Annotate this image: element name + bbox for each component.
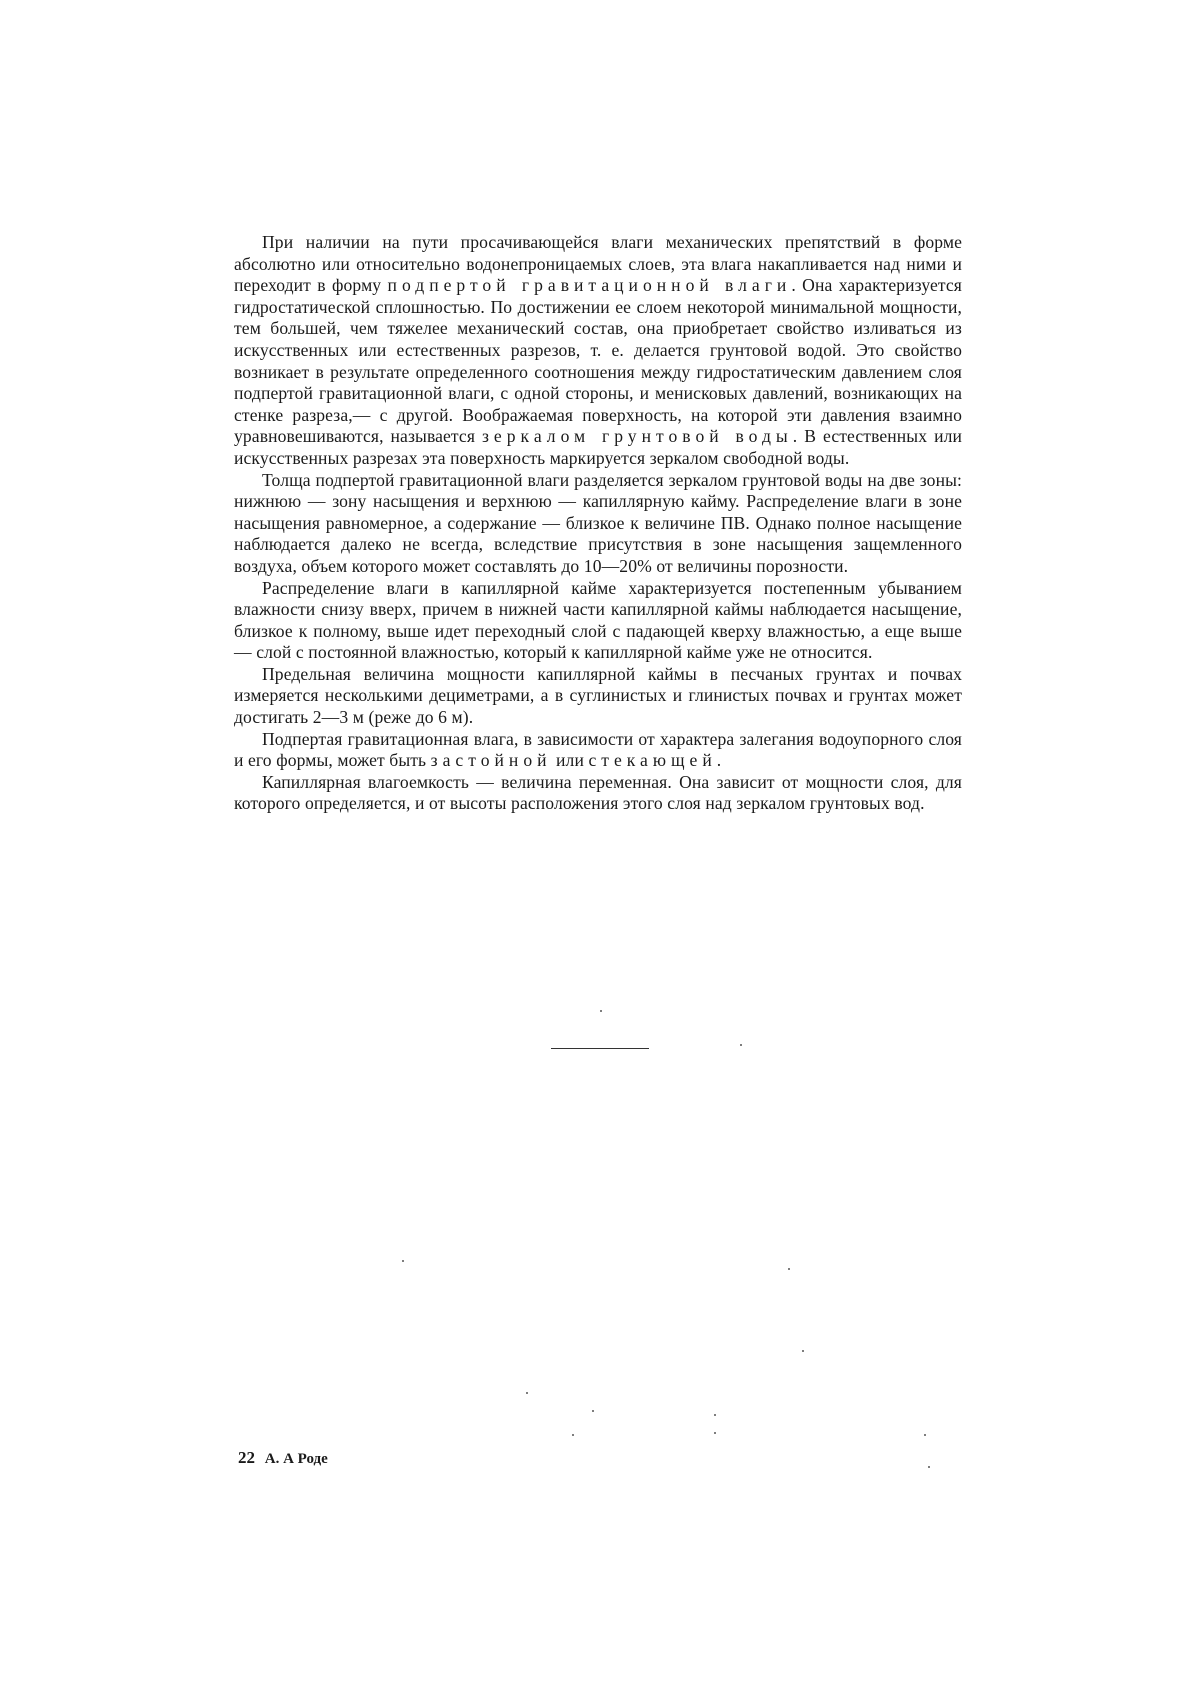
body-text — [234, 232, 962, 815]
scan-speck — [592, 1410, 594, 1412]
scan-speck — [526, 1392, 528, 1394]
scan-speck — [928, 1466, 930, 1468]
emphasized-term: застойной — [430, 750, 552, 771]
paragraph: Толща подпертой гравитационной влаги разделяется зеркалом грунтовой воды на две зоны: нижнюю — зону насыщения и верхнюю — капиллярную кайму. Распределение влаги в зоне насыщения равномерное, а содержание — близкое к величине ПВ. Однако полное насыщение наблюдается далеко не всегда, вследствие присутствия в зоне насыщения защемленного воздуха, объем которого может составлять до 10—20% от величины порозности. — [234, 469, 962, 576]
scan-speck — [740, 1044, 742, 1046]
scan-speck — [600, 1010, 602, 1012]
author-signature: А. А Роде — [264, 1451, 328, 1467]
paragraph: Капиллярная влагоемкость — величина переменная. Она зависит от мощности слоя, для которого определяется, и от высоты расположения этого слоя над зеркалом грунтовых вод. — [234, 771, 962, 814]
section-divider — [551, 1048, 649, 1049]
scan-speck — [714, 1414, 716, 1416]
paragraph: При наличии на пути просачивающейся влаги механических препятствий в форме абсолютно или относительно водонепроницаемых слоев, эта влага накапливается над ними и переходит в форму подпертой гравитационной влаги. Она характеризуется гидростатической сплошностью. По достижении ее слоем некоторой минимальной мощности, тем большей, чем тяжелее механический состав, она приобретает свойство изливаться из искусственных или естественных разрезов, т. е. делается грунтовой водой. Это свойство возникает в результате определенного соотношения между гидростатическим давлением слоя подпертой гравитационной влаги, с одной стороны, и менисковых давлений, возникающих на стенке разреза,— с другой. Воображаемая поверхность, на которой эти давления взаимно уравновешиваются, называется зеркалом грунтовой воды. В естественных или искусственных разрезах эта поверхность маркируется зеркалом свободной воды. — [234, 232, 962, 468]
page-number: 22 — [238, 1448, 255, 1467]
paragraph: Подпертая гравитационная влага, в зависимости от характера залегания водоупорного слоя и его формы, может быть застойной или стекающей. — [234, 728, 962, 771]
paragraph: Предельная величина мощности капиллярной каймы в песчаных грунтах и почвах измеряется несколькими дециметрами, а в суглинистых и глинистых почвах и грунтах может достигать 2—3 м (реже до 6 м). — [234, 663, 962, 728]
scan-speck — [572, 1434, 574, 1436]
scan-speck — [802, 1350, 804, 1352]
scan-speck — [924, 1434, 926, 1436]
scan-speck — [714, 1432, 716, 1434]
emphasized-term: подпертой гравитационной влаги — [387, 275, 792, 296]
emphasized-term: стекающей — [588, 750, 717, 771]
scan-speck — [788, 1268, 790, 1270]
page-footer — [238, 1448, 328, 1468]
emphasized-term: зеркалом грунтовой воды — [481, 426, 793, 447]
scan-speck — [402, 1260, 404, 1262]
paragraph: Распределение влаги в капиллярной кайме характеризуется постепенным убыванием влажности снизу вверх, причем в нижней части капиллярной каймы наблюдается насыщение, близкое к полному, выше идет переходный слой с падающей кверху влажностью, а еще выше — слой с постоянной влажностью, который к капиллярной кайме уже не относится. — [234, 577, 962, 663]
